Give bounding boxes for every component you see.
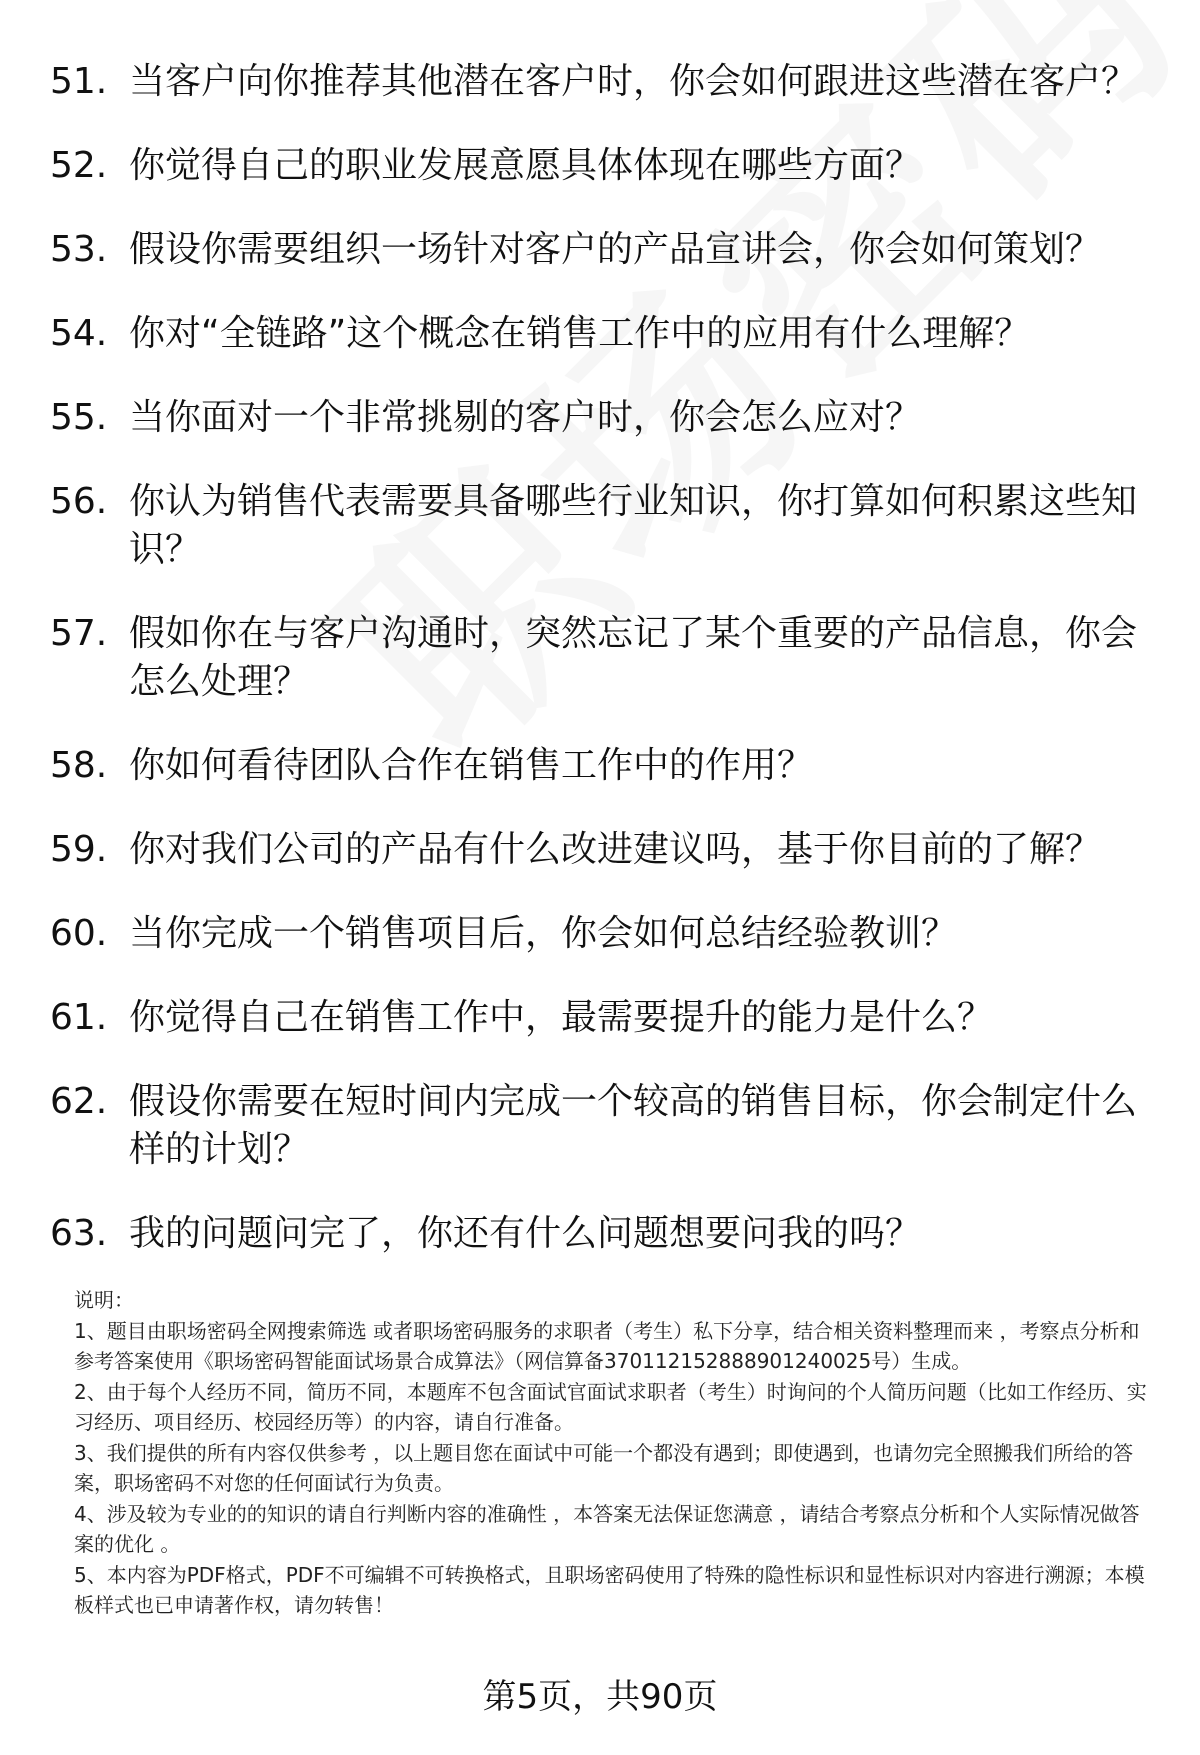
question-item [50, 994, 1140, 1042]
question-number: 59. [50, 829, 108, 870]
question-item [50, 226, 1140, 274]
question-item [50, 910, 1140, 958]
question-number: 56. [50, 481, 108, 522]
question-text: 假如你在与客户沟通时，突然忘记了某个重要的产品信息，你会怎么处理？ [129, 613, 1138, 702]
question-item [50, 610, 1140, 706]
question-number: 54. [50, 313, 108, 354]
question-text: 当客户向你推荐其他潜在客户时，你会如何跟进这些潜在客户？ [129, 61, 1138, 102]
question-text: 当你面对一个非常挑剔的客户时，你会怎么应对？ [129, 397, 922, 438]
question-number: 61. [50, 997, 108, 1038]
question-item [50, 1078, 1140, 1174]
question-text: 你如何看待团队合作在销售工作中的作用？ [129, 745, 814, 786]
note-item: 1、题目由职场密码全网搜索筛选 或者职场密码服务的求职者（考生）私下分享，结合相关资料整理而来 ，考察点分析和参考答案使用《职场密码智能面试场景合成算法》（网信算备370112152888901240025号）生成。 [74, 1318, 1140, 1373]
notes-heading: 说明： [74, 1288, 134, 1312]
question-text: 你觉得自己的职业发展意愿具体体现在哪些方面？ [129, 145, 922, 186]
question-item [50, 742, 1140, 790]
question-number: 53. [50, 229, 108, 270]
question-text: 你对我们公司的产品有什么改进建议吗，基于你目前的了解？ [129, 829, 1102, 870]
question-text: 当你完成一个销售项目后，你会如何总结经验教训？ [129, 913, 958, 954]
question-number: 51. [50, 61, 108, 102]
note-item: 5、本内容为PDF格式，PDF不可编辑不可转换格式，且职场密码使用了特殊的隐性标识和显性标识对内容进行溯源；本模板样式也已申请著作权，请勿转售！ [74, 1562, 1145, 1617]
note-item: 3、我们提供的所有内容仅供参考 ，以上题目您在面试中可能一个都没有遇到；即使遇到，也请勿完全照搬我们所给的答案，职场密码不对您的任何面试行为负责。 [74, 1440, 1134, 1495]
question-number: 63. [50, 1213, 108, 1254]
question-item [50, 394, 1140, 442]
question-text: 你认为销售代表需要具备哪些行业知识，你打算如何积累这些知识？ [129, 481, 1138, 570]
question-item [50, 310, 1140, 358]
question-number: 55. [50, 397, 108, 438]
question-text: 我的问题问完了，你还有什么问题想要问我的吗？ [129, 1213, 922, 1254]
question-number: 60. [50, 913, 108, 954]
question-text: 假设你需要在短时间内完成一个较高的销售目标，你会制定什么样的计划？ [129, 1081, 1138, 1170]
note-item: 2、由于每个人经历不同，简历不同，本题库不包含面试官面试求职者（考生）时询问的个人简历问题（比如工作经历、实习经历、项目经历、校园经历等）的内容，请自行准备。 [74, 1379, 1147, 1434]
question-text: 你对“全链路”这个概念在销售工作中的应用有什么理解？ [129, 313, 1031, 354]
question-number: 58. [50, 745, 108, 786]
question-number: 62. [50, 1081, 108, 1122]
question-item [50, 478, 1140, 574]
question-item [50, 826, 1140, 874]
question-text: 假设你需要组织一场针对客户的产品宣讲会，你会如何策划？ [129, 229, 1102, 270]
question-item [50, 1210, 1140, 1258]
question-text: 你觉得自己在销售工作中，最需要提升的能力是什么？ [129, 997, 994, 1038]
question-number: 52. [50, 145, 108, 186]
question-number: 57. [50, 613, 108, 654]
question-item [50, 142, 1140, 190]
page-number: 第5页，共90页 [482, 1677, 718, 1717]
question-item [50, 58, 1140, 106]
notes-section [74, 1285, 1159, 1621]
question-list [50, 58, 1140, 1294]
note-item: 4、涉及较为专业的的知识的请自行判断内容的准确性 ，本答案无法保证您满意 ，请结合考察点分析和个人实际情况做答案的优化 。 [74, 1501, 1140, 1556]
